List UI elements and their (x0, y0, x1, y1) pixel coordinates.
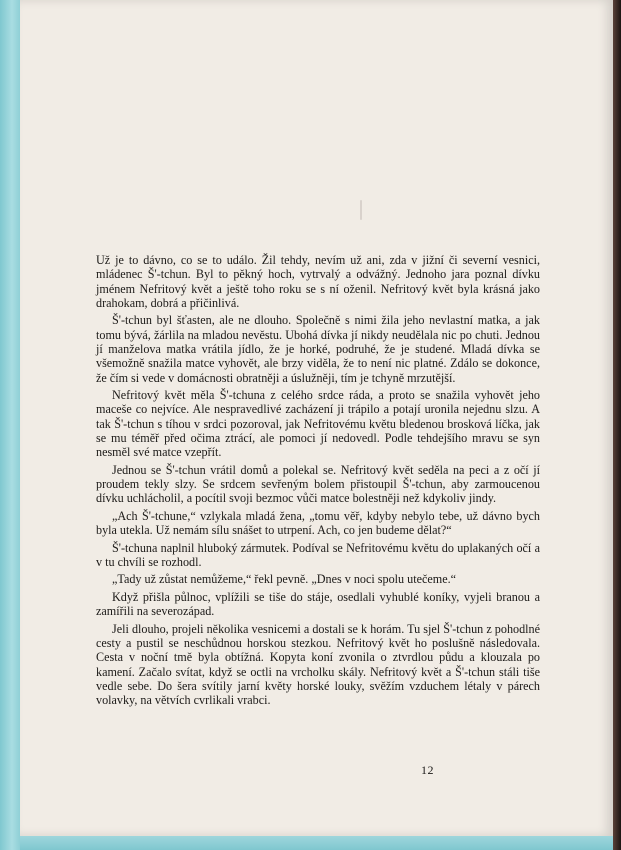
scan-mark (360, 200, 362, 220)
paragraph-4: Jednou se Š'-tchun vrátil domů a polekal se. Nefritový květ seděla na peci a z očí jí proudem tekly slzy. Se srdcem sevřeným bolem přistoupil Š'-tchun, aby zarmoucenou dívku uchlácholil, a pocítil svoji bezmoc vůči matce bolestněji než kdykoliv jindy. (96, 462, 540, 506)
paragraph-8: Když přišla půlnoc, vplížili se tiše do stáje, osedlali vyhublé koníky, vyjeli branou a zamířili na severozápad. (96, 589, 540, 619)
paragraph-7: „Tady už zůstat nemůžeme,“ řekl pevně. „Dnes v noci spolu utečeme.“ (112, 572, 457, 587)
story-text (96, 253, 540, 711)
paragraph-1: Už je to dávno, co se to událo. Žil tehdy, nevím už ani, zda v jižní či severní vesnici, mládenec Š'-tchun. Byl to pěkný hoch, vytrvalý a odvážný. Jednoho jara poznal dívku jménem Nefritový květ a ještě toho roku se s ní oženil. Nefritový květ byla krásná jako drahokam, dobrá a přičinlivá. (96, 253, 540, 310)
book-cover-edge-left (0, 0, 20, 850)
paragraph-9: Jeli dlouho, projeli několika vesnicemi a dostali se k horám. Tu sjel Š'-tchun z pohodlné cesty a pustil se neschůdnou horskou stezkou. Nefritový květ ho poslušně následovala. Cesta v noční tmě byla obtížná. Kopyta koní zvonila o ztvrdlou půdu a klouzala po kamení. Začalo svítat, když se octli na vrcholku skály. Nefritový květ a Š'-tchun stáli tiše vedle sebe. Do šera svítily jarní květy horské louky, svěžím vzduchem létaly v párech volavky, na větvích cvrlikali vrabci. (96, 621, 540, 708)
book-binding-right (613, 0, 621, 850)
paragraph-2: Š'-tchun byl šťasten, ale ne dlouho. Společně s nimi žila jeho nevlastní matka, a jak tomu bývá, žárlila na mladou nevěstu. Ubohá dívka jí nikdy neudělala nic po chuti. Jednou jí manželova matka vrátila jídlo, že je horké, podruhé, že je studené. Mladá dívka se všemožně snažila matce vyhovět, ale brzy viděla, že to není nic platné. Zdálo se dokonce, že čím si vede v domácnosti obratněji a úslužněji, tím je tchyně mrzutější. (96, 313, 540, 385)
book-cover-edge-bottom (20, 836, 613, 850)
paragraph-5: „Ach Š'-tchune,“ vzlykala mladá žena, „tomu věř, kdyby nebylo tebe, už dávno bych byla utekla. Už nemám sílu snášet to utrpení. Ach, co jen budeme dělat?“ (96, 508, 540, 538)
paragraph-3: Nefritový květ měla Š'-tchuna z celého srdce ráda, a proto se snažila vyhovět jeho maceše co nejvíce. Ale nespravedlivé zacházení ji trápilo a potají uronila nejednu slzu. A tak Š'-tchun s tíhou v srdci pozoroval, jak Nefritovému květu bledenou brosková líčka, jak se mu téměř před očima ztrácí, ale pomoci jí nedovedl. Podle tehdejšího mravu se syn nesměl své matce vzepřít. (96, 388, 540, 460)
paragraph-6: Š'-tchuna naplnil hluboký zármutek. Podíval se Nefritovému květu do uplakaných očí a v tu chvíli se rozhodl. (96, 540, 540, 569)
page-number: 12 (421, 763, 434, 777)
